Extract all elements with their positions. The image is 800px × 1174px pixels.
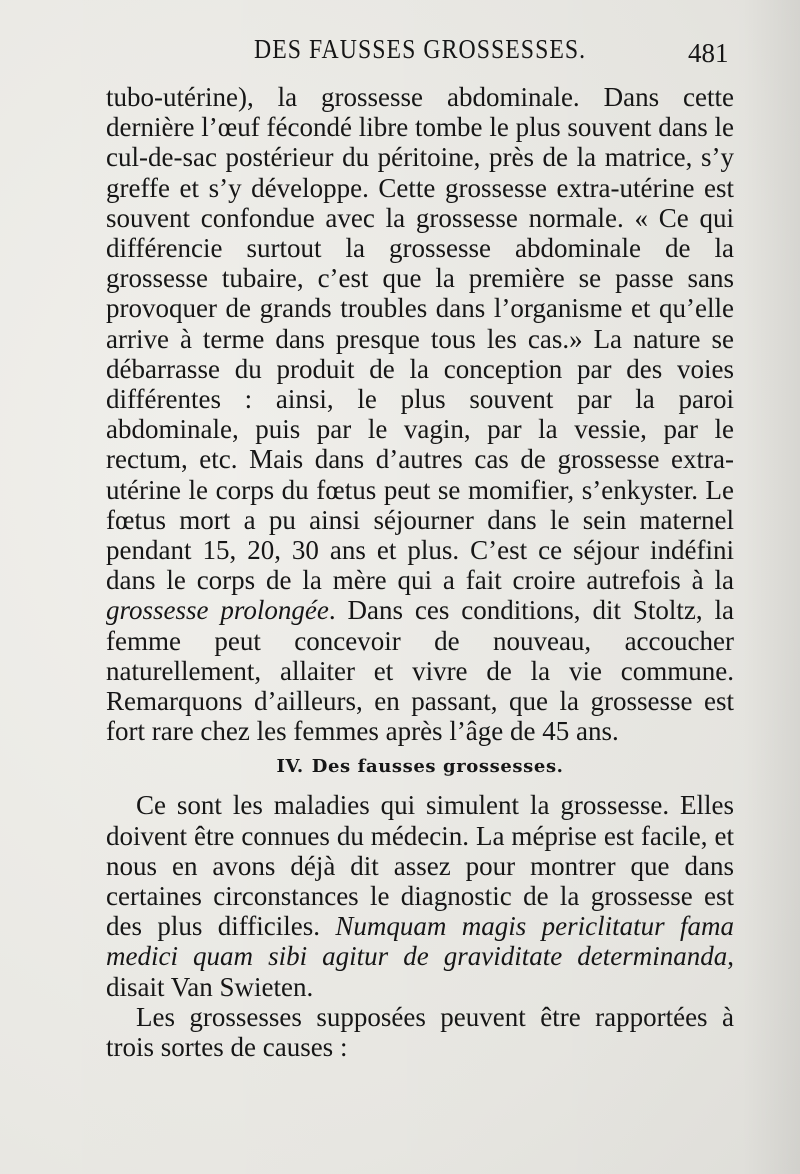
paragraph-text: Les grossesses supposées peuvent être rapportées à trois sortes de causes :	[106, 1001, 734, 1063]
paragraph-false-pregnancies	[106, 790, 734, 1001]
latin-quote: Numquam magis periclitatur fama medici quam sibi agitur de graviditate determinanda	[106, 911, 734, 972]
running-title: DES FAUSSES GROSSESSES.	[254, 34, 587, 64]
paragraph-abdominal-pregnancy	[106, 82, 734, 746]
body-text	[106, 82, 734, 1062]
paragraph-text: . Dans ces conditions, dit Stoltz, la femme peut concevoir de nouveau, accoucher naturellement, allaiter et vivre de la vie commune. Remarquons d’ailleurs, en passant, que la grossesse est fort rare chez les femmes après l’âge de 45 ans.	[106, 595, 735, 747]
page-number: 481	[688, 38, 729, 68]
paragraph-text: Ce sont les maladies qui simulent la grossesse. Elles doivent être connues du médecin. La méprise est facile, et nous en avons déjà dit assez pour montrer que dans certaines circonstances le diagnostic de la grossesse est des plus difficiles.	[106, 790, 734, 942]
page-header	[0, 34, 800, 74]
section-number: IV.	[276, 756, 304, 778]
paragraph-text: , disait Van Swieten.	[106, 941, 734, 1002]
paragraph-text: tubo-utérine), la grossesse abdominale. Dans cette dernière l’œuf fécondé libre tombe le plus souvent dans le cul-de-sac postérieur du péritoine, près de la matrice, s’y greffe et s’y développe. Cette grossesse extra-utérine est souvent confondue avec la grossesse normale. « Ce qui différencie surtout la grossesse abdominale de la grossesse tubaire, c’est que la première se passe sans provoquer de grands troubles dans l’organisme et qu’elle arrive à terme dans presque tous les cas.» La nature se débarrasse du produit de la conception par des voies différentes : ainsi, le plus souvent par la paroi abdominale, puis par le vagin, par la vessie, par le rectum, etc. Mais dans d’autres cas de grossesse extra-utérine le corps du fœtus peut se momifier, s’enkyster. Le fœtus mort a pu ainsi séjourner dans le sein maternel pendant 15, 20, 30 ans et plus. C’est ce séjour indéfini dans le corps de la mère qui a fait croire autrefois à la	[106, 82, 734, 596]
italic-term: grossesse prolongée	[106, 595, 329, 626]
section-heading	[106, 752, 734, 782]
paragraph-supposed-pregnancies	[106, 1002, 734, 1062]
section-title: Des fausses grossesses.	[311, 756, 564, 778]
